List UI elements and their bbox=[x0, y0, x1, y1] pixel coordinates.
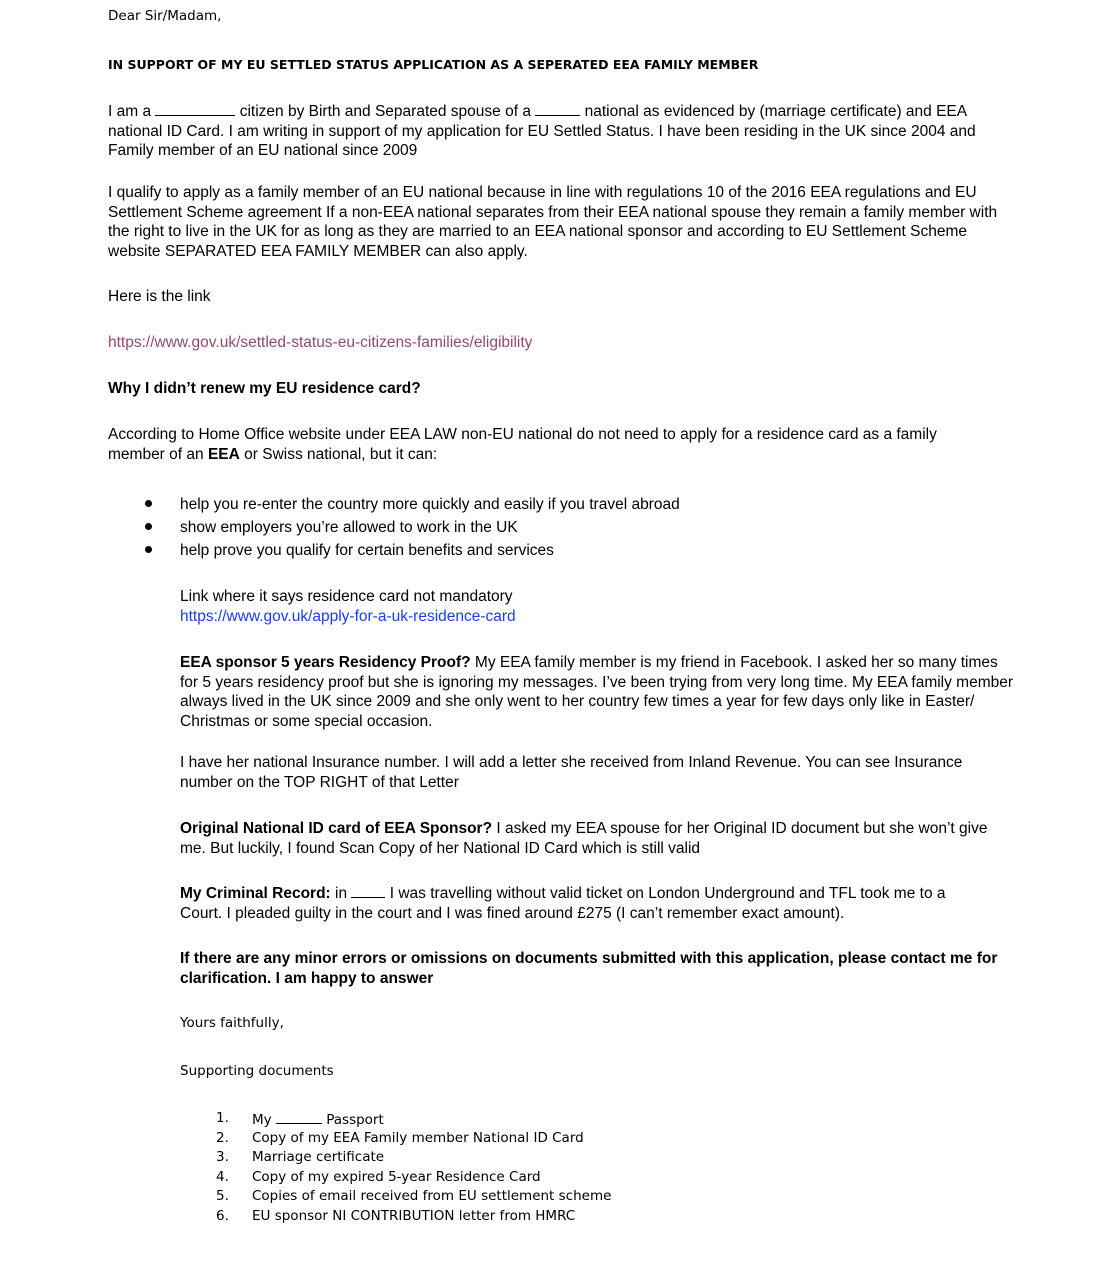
eligibility-link[interactable]: https://www.gov.uk/settled-status-eu-citizens-families/eligibility bbox=[108, 334, 533, 351]
list-item: help prove you qualify for certain benefits and services bbox=[143, 541, 843, 564]
qualify-paragraph: I qualify to apply as a family member of an EU national because in line with regulations 10 of the 2016 EEA regulations and EU Settlement Scheme agreement If a non-EEA national separates from their EEA national spouse they remain a family member with the right to live in the UK for as long as they are married to an EEA national sponsor and according to EU Settlement Scheme website SEPARATED EEA FAMILY MEMBER can also apply. bbox=[108, 184, 998, 260]
intro-part-2: citizen by Birth and Separated spouse of a bbox=[239, 103, 531, 120]
bullet-icon bbox=[145, 500, 152, 507]
errors-note: If there are any minor errors or omissions on documents submitted with this application, please contact me for clarification. I am happy to answer bbox=[180, 950, 998, 987]
id-card-heading: Original National ID card of EEA Sponsor? bbox=[180, 820, 493, 837]
sponsor-heading: EEA sponsor 5 years Residency Proof? bbox=[180, 654, 471, 671]
link2-intro: Link where it says residence card not mandatory bbox=[180, 588, 513, 605]
bullet-icon bbox=[145, 523, 152, 530]
list-item: 2. Copy of my EEA Family member National ID Card bbox=[216, 1129, 584, 1146]
docs-heading: Supporting documents bbox=[180, 1063, 334, 1079]
supporting-documents-list bbox=[216, 1109, 816, 1227]
sponsor-text: My EEA family member is my friend in Facebook. I asked her so many times for 5 years residency proof but she is ignoring my messages. I’ve been trying from very long time. My EEA family member always lived in the UK since 2009 and she only went to her country few times a year for few days only like in Easter/ Christmas or some special occasion. bbox=[180, 654, 1014, 730]
list-item: 5. Copies of email received from EU settlement scheme bbox=[216, 1188, 612, 1205]
list-item: 4. Copy of my expired 5-year Residence Card bbox=[216, 1168, 541, 1185]
closing: Yours faithfully, bbox=[180, 1015, 284, 1031]
id-card-text: I asked my EEA spouse for her Original ID document but she won’t give me. But luckily, I found Scan Copy of her National ID Card which is still valid bbox=[180, 820, 988, 857]
blank-spouse-nationality bbox=[535, 101, 580, 116]
home-office-paragraph bbox=[108, 425, 988, 464]
why-heading: Why I didn’t renew my EU residence card? bbox=[108, 380, 421, 397]
residence-card-link[interactable]: https://www.gov.uk/apply-for-a-uk-residence-card bbox=[180, 608, 516, 625]
home-office-part-1: According to Home Office website under EEA LAW non-EU national do not need to apply for a residence card as a family member of an bbox=[108, 426, 937, 463]
subject-heading: IN SUPPORT OF MY EU SETTLED STATUS APPLICATION AS A SEPERATED EEA FAMILY MEMBER bbox=[108, 57, 759, 72]
intro-part-1: I am a bbox=[108, 103, 152, 120]
id-card-paragraph bbox=[180, 819, 990, 858]
list-item: help you re-enter the country more quickly and easily if you travel abroad bbox=[143, 495, 843, 518]
intro-part-3: national as evidenced by (marriage certificate) and EEA national ID Card. I am writing in support of my application for EU Settled Status. I have been residing in the UK since 2004 and Family member of an EU national since 2009 bbox=[108, 103, 976, 159]
list-item: show employers you’re allowed to work in the UK bbox=[143, 518, 843, 541]
criminal-part-1: in bbox=[335, 885, 348, 902]
intro-paragraph bbox=[108, 101, 1018, 161]
insurance-paragraph: I have her national Insurance number. I will add a letter she received from Inland Revenue. You can see Insurance number on the TOP RIGHT of that Letter bbox=[180, 754, 963, 791]
blank-passport-nationality bbox=[276, 1109, 322, 1124]
link-intro: Here is the link bbox=[108, 288, 211, 305]
greeting: Dear Sir/Madam, bbox=[108, 8, 222, 24]
sponsor-paragraph bbox=[180, 653, 1015, 731]
criminal-part-2: I was travelling without valid ticket on London Underground and TFL took me to a Court. I pleaded guilty in the court and I was fined around £275 (I can’t remember exact amount). bbox=[180, 885, 946, 922]
blank-citizenship bbox=[155, 101, 235, 116]
bullet-icon bbox=[145, 546, 152, 553]
blank-year bbox=[351, 883, 385, 898]
criminal-paragraph bbox=[180, 883, 985, 923]
criminal-heading: My Criminal Record: bbox=[180, 885, 331, 902]
home-office-part-2: or Swiss national, but it can: bbox=[244, 445, 438, 463]
home-office-bold: EEA bbox=[207, 445, 240, 463]
list-item: 1. My Passport bbox=[216, 1110, 384, 1128]
benefits-list bbox=[143, 495, 843, 564]
list-item: 6. EU sponsor NI CONTRIBUTION letter from HMRC bbox=[216, 1207, 576, 1224]
list-item: 3. Marriage certificate bbox=[216, 1149, 385, 1166]
